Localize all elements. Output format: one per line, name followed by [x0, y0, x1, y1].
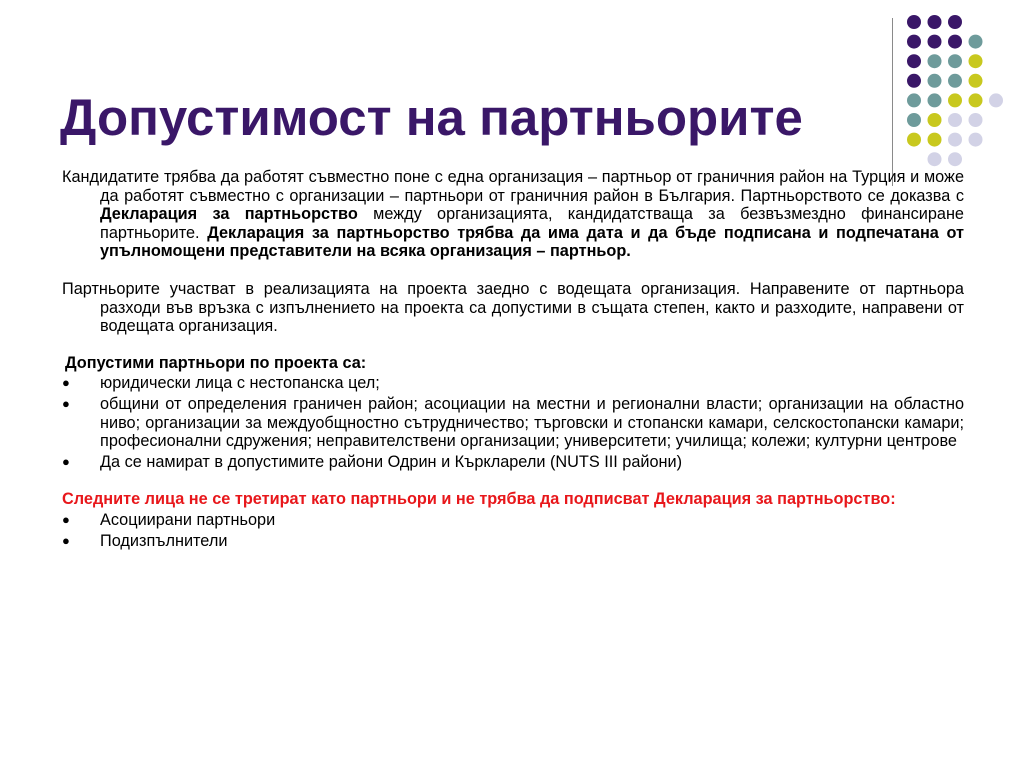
decorative-dot	[907, 133, 921, 147]
list-item-text: общини от определения граничен район; асоциации на местни и регионални власти; организации на областно ниво; организации за междуобщностно сътрудничество; търговски и стопански камари, селскостопански камари; професионални сдружения; неправителствени организации; университети; училища; колежи; културни центрове	[100, 394, 964, 451]
decorative-dot	[928, 15, 942, 29]
list-item-text: юридически лица с нестопанска цел;	[100, 374, 380, 393]
list-item	[62, 532, 964, 551]
decorative-dot	[969, 54, 983, 68]
decorative-dot	[948, 74, 962, 88]
bullet-icon: ●	[62, 395, 70, 411]
slide-body	[62, 168, 964, 550]
decorative-dot-grid	[904, 12, 1014, 172]
decorative-dot	[969, 133, 983, 147]
decorative-dot	[948, 15, 962, 29]
decorative-dot	[948, 133, 962, 147]
decorative-dot	[907, 113, 921, 127]
divider-line	[892, 18, 893, 186]
intro-text-1: Кандидатите трябва да работят съвместно поне с една организация – партньор от граничния район на Турция и може да работят съвместно с организации – партньори от граничния район в България. Партньорството се доказва с	[62, 168, 964, 205]
list-item	[62, 374, 964, 393]
eligible-list	[62, 374, 964, 471]
list-item-text: Да се намират в допустимите райони Одрин и Къркларели (NUTS III райони)	[100, 452, 683, 471]
decorative-dot	[969, 113, 983, 127]
decorative-dot	[907, 74, 921, 88]
decorative-dot	[948, 54, 962, 68]
decorative-dot	[948, 93, 962, 107]
decorative-dot	[907, 15, 921, 29]
intro-bold-2: Декларация за партньорство трябва да има дата и да бъде подписана и подпечатана от упълномощени представители на всяка организация – партньор.	[100, 223, 964, 261]
decorative-dot	[948, 152, 962, 166]
intro-text-2: между организацията, кандидатстваща за безвъзмездно финансиране партньорите.	[100, 205, 964, 242]
partners-paragraph: Партньорите участват в реализацията на проекта заедно с водещата организация. Направените от партньора разходи във връзка с изпълнението на проекта са допустими в същата степен, както и разходите, направени от водещата организация.	[62, 279, 964, 336]
decorative-dot	[989, 93, 1003, 107]
not-partners-list	[62, 511, 964, 550]
list-item	[62, 511, 964, 530]
decorative-dot	[969, 35, 983, 49]
decorative-dot	[948, 113, 962, 127]
bullet-icon: ●	[62, 511, 70, 527]
decorative-dot	[928, 133, 942, 147]
decorative-dot	[907, 93, 921, 107]
decorative-dot	[928, 35, 942, 49]
slide-title: Допустимост на партньорите	[60, 89, 803, 146]
bullet-icon: ●	[62, 532, 70, 548]
intro-paragraph	[62, 168, 964, 261]
decorative-dot	[928, 113, 942, 127]
not-partners-heading: Следните лица не се третират като партньори и не трябва да подписват Декларация за партньорство:	[62, 490, 896, 509]
decorative-dot	[928, 93, 942, 107]
list-item-text: Асоциирани партньори	[100, 510, 276, 529]
decorative-dot	[928, 74, 942, 88]
decorative-dot	[969, 93, 983, 107]
decorative-dot	[969, 74, 983, 88]
list-item	[62, 453, 964, 472]
decorative-dot	[948, 35, 962, 49]
bullet-icon: ●	[62, 375, 70, 391]
list-item	[62, 395, 964, 451]
decorative-dot	[907, 35, 921, 49]
list-item-text: Подизпълнители	[100, 531, 228, 550]
decorative-dot	[928, 152, 942, 166]
decorative-dot	[928, 54, 942, 68]
decorative-dot	[907, 54, 921, 68]
bullet-icon: ●	[62, 453, 70, 469]
intro-bold-1: Декларация за партньорство	[100, 205, 358, 224]
eligible-heading: Допустими партньори по проекта са:	[65, 353, 367, 372]
